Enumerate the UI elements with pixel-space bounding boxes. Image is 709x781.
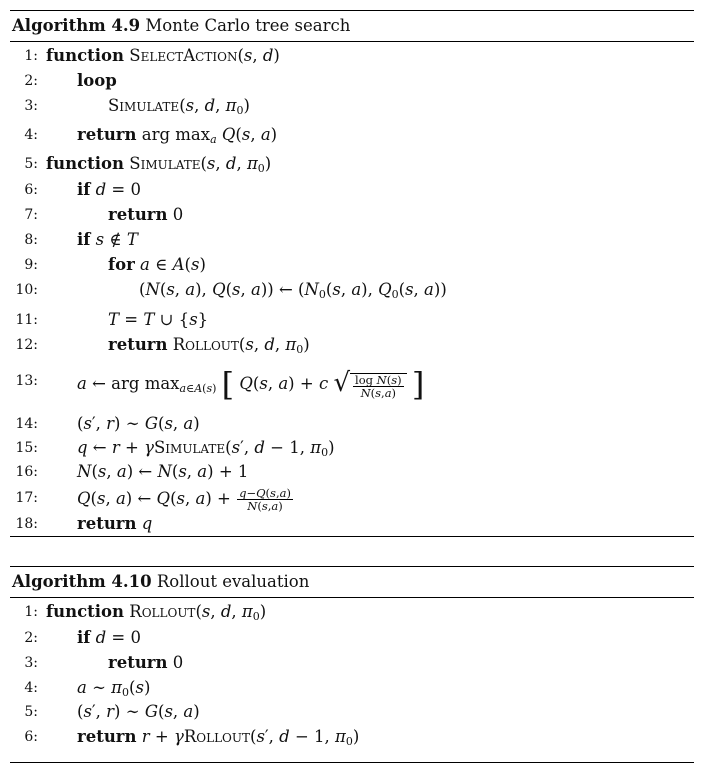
line-code: function Simulate(s, d, $\pi_0$) (46, 154, 272, 175)
line-code: return 0 (108, 205, 184, 224)
line-code: return Rollout(s, d, $\pi_0$) (108, 335, 310, 356)
line-number: 13: (15, 373, 38, 389)
line-number: 17: (15, 490, 38, 506)
line-code: q ← r + γSimulate(s′, d − 1, $\pi_0$) (77, 438, 335, 459)
line-number: 12: (15, 337, 38, 353)
line-number: 15: (15, 440, 38, 456)
line-number: 7: (24, 207, 38, 223)
line-code: return r + γRollout(s′, d − 1, $\pi_0$) (77, 727, 360, 748)
line-number: 2: (24, 630, 38, 646)
line-code: (s′, r) ∼ G(s, a) (77, 702, 200, 721)
line-number: 4: (24, 680, 38, 696)
line-number: 6: (24, 182, 38, 198)
line-number: 18: (15, 516, 38, 532)
line-code: Simulate(s, d, $\pi_0$) (108, 96, 250, 117)
line-code: Q(s, a) ← Q(s, a) + $\frac{q-Q(s,a)}{N(s,a)}$ (77, 486, 291, 513)
algorithm-label: Algorithm 4.9 (12, 16, 141, 35)
line-number: 1: (24, 604, 38, 620)
line-code: if s ∉ T (77, 230, 138, 249)
line-code: return arg $\max_a Q(s$, a) (77, 125, 278, 146)
fraction: $\frac{q-Q(s,a)}{N(s,a)}$ (239, 486, 291, 513)
line-code: function Rollout(s, d, $\pi_0$) (46, 602, 267, 623)
line-number: 16: (15, 464, 38, 480)
line-number: 10: (15, 282, 38, 298)
line-code: N(s, a) ← N(s, a) + 1 (77, 462, 249, 481)
line-number: 1: (24, 48, 38, 64)
line-code: (N(s, a), Q(s, a)) ← ($N_0(s$, a), $Q_0(s$, a)) (139, 280, 447, 301)
algorithm-title: Monte Carlo tree search (145, 16, 351, 35)
line-code: function SelectAction(s, d) (46, 46, 280, 65)
line-number: 14: (15, 416, 38, 432)
algorithm-label: Algorithm 4.10 (12, 572, 152, 591)
line-number: 6: (24, 729, 38, 745)
line-code: T = T ∪ {s} (108, 310, 209, 329)
line-code: a ← arg $\max_{a\in A(s)}$ [ Q(s, a) + c √ $\frac{\text{log N(s)}}{N(s,a)}$ ] (77, 365, 425, 404)
line-code: return 0 (108, 653, 184, 672)
line-number: 11: (15, 312, 38, 328)
algorithm-caption (10, 567, 694, 598)
line-number: 3: (24, 98, 38, 114)
line-code: for a ∈ A(s) (108, 255, 206, 274)
algorithm-4-9-block (10, 10, 694, 537)
line-code: (s′, r) ∼ G(s, a) (77, 414, 200, 433)
square-root: √ $\frac{\text{log N(s)}}{N(s,a)}$ (333, 370, 406, 399)
line-code: a ∼ $\pi_0(s)$ (77, 678, 151, 699)
algorithm-title: Rollout evaluation (156, 572, 310, 591)
line-number: 2: (24, 73, 38, 89)
line-code: return q (77, 514, 153, 533)
line-number: 9: (24, 257, 38, 273)
line-number: 4: (24, 127, 38, 143)
line-code: if d = 0 (77, 180, 142, 199)
line-number: 8: (24, 232, 38, 248)
algorithm-4-10-block (10, 566, 694, 763)
line-number: 3: (24, 655, 38, 671)
line-code: if d = 0 (77, 628, 142, 647)
line-number: 5: (24, 704, 38, 720)
line-code: loop (77, 71, 117, 90)
line-number: 5: (24, 156, 38, 172)
algorithm-caption (10, 11, 694, 42)
